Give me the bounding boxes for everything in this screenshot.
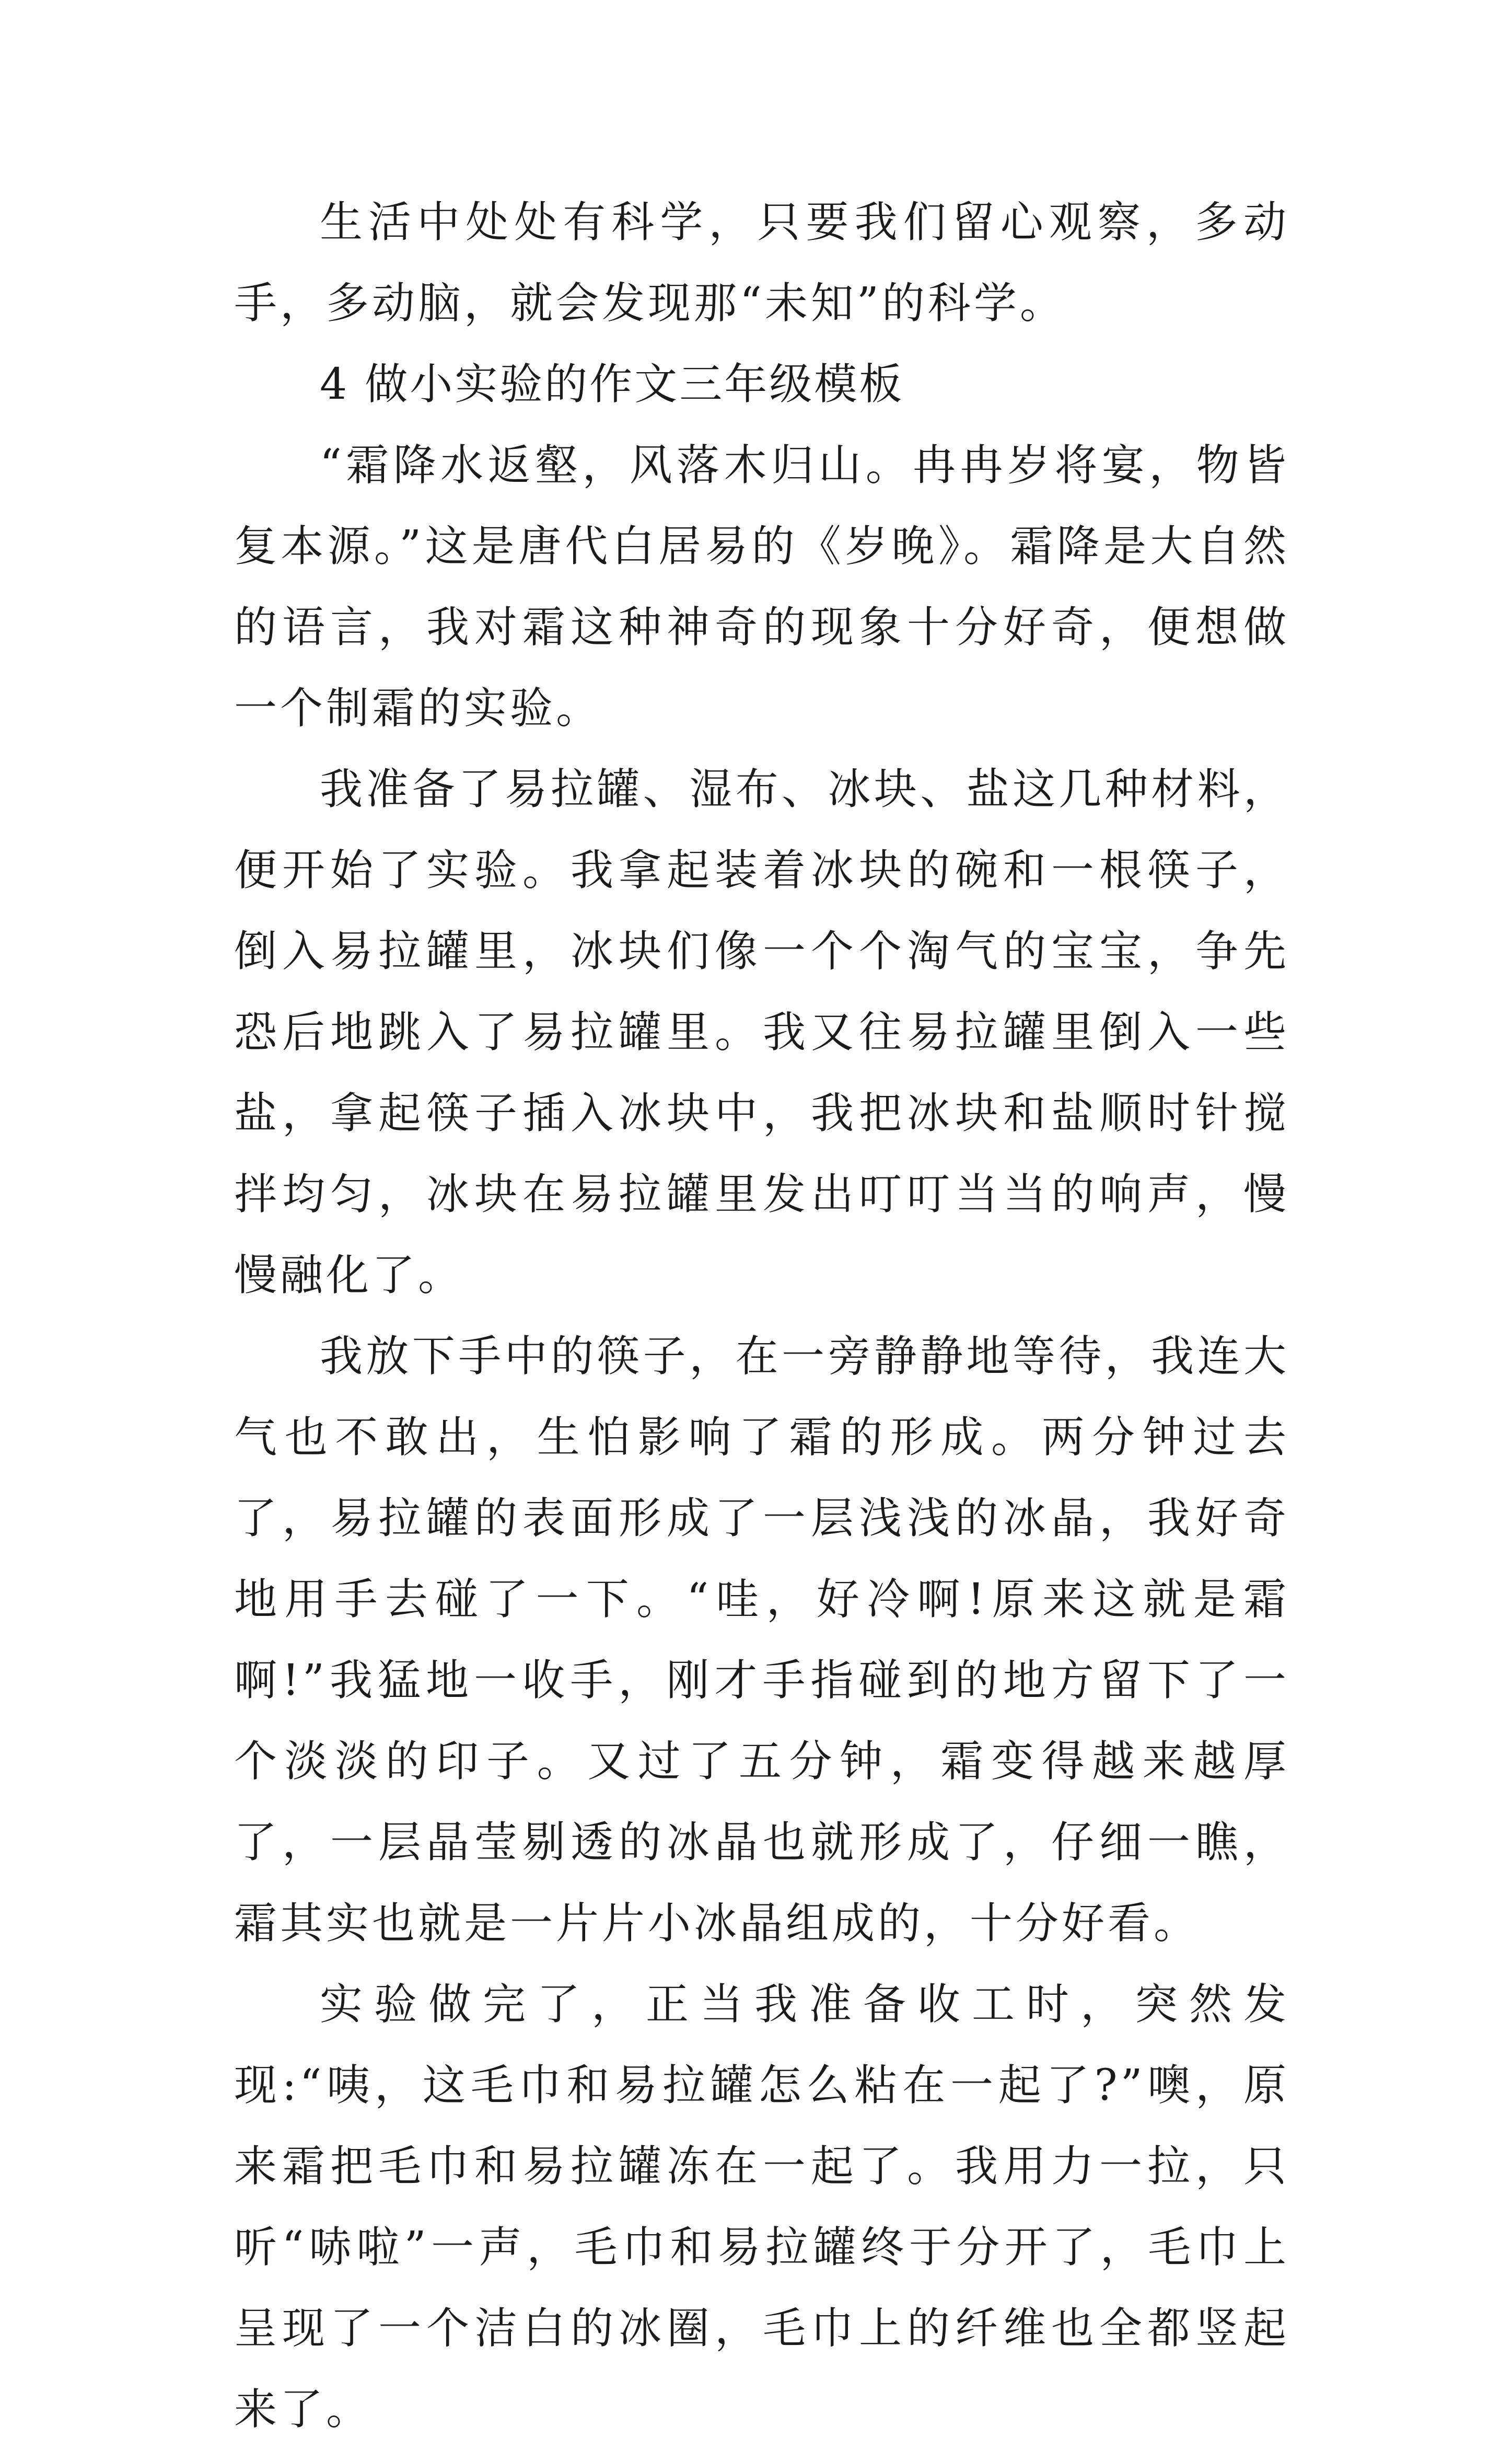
paragraph-waiting: 我放下手中的筷子，在一旁静静地等待，我连大气也不敢出，生怕影响了霜的形成。两分钟过去了，易拉罐的表面形成了一层浅浅的冰晶，我好奇地用手去碰了一下。“哇，好冷啊!原来这就是霜啊!”我猛地一收手，刚才手指碰到的地方留下了一个淡淡的印子。又过了五分钟，霜变得越来越厚了，一层晶莹剔透的冰晶也就形成了，仔细一瞧，霜其实也就是一片片小冰晶组成的，十分好看。	[234, 1332, 1289, 1948]
paragraph-intro-conclusion: 生活中处处有科学，只要我们留心观察，多动手，多动脑，就会发现那“未知”的科学。	[234, 198, 1289, 328]
paragraph-finish: 实验做完了，正当我准备收工时，突然发现:“咦，这毛巾和易拉罐怎么粘在一起了?”噢，原来霜把毛巾和易拉罐冻在一起了。我用力一拉，只听“哧啦”一声，毛巾和易拉罐终于分开了，毛巾上呈现了一个洁白的冰圈，毛巾上的纤维也全都竖起来了。	[234, 1980, 1289, 2434]
paragraph-materials: 我准备了易拉罐、湿布、冰块、盐这几种材料，便开始了实验。我拿起装着冰块的碗和一根筷子，倒入易拉罐里，冰块们像一个个淘气的宝宝，争先恐后地跳入了易拉罐里。我又往易拉罐里倒入一些盐，拿起筷子插入冰块中，我把冰块和盐顺时针搅拌均匀，冰块在易拉罐里发出叮叮当当的响声，慢慢融化了。	[234, 765, 1289, 1300]
document-body	[234, 182, 1289, 2450]
essay-title: 4 做小实验的作文三年级模板	[320, 360, 904, 409]
paragraph-poem-quote: “霜降水返壑，风落木归山。冉冉岁将宴，物皆复本源。”这是唐代白居易的《岁晚》。霜降是大自然的语言，我对霜这种神奇的现象十分好奇，便想做一个制霜的实验。	[234, 441, 1289, 733]
